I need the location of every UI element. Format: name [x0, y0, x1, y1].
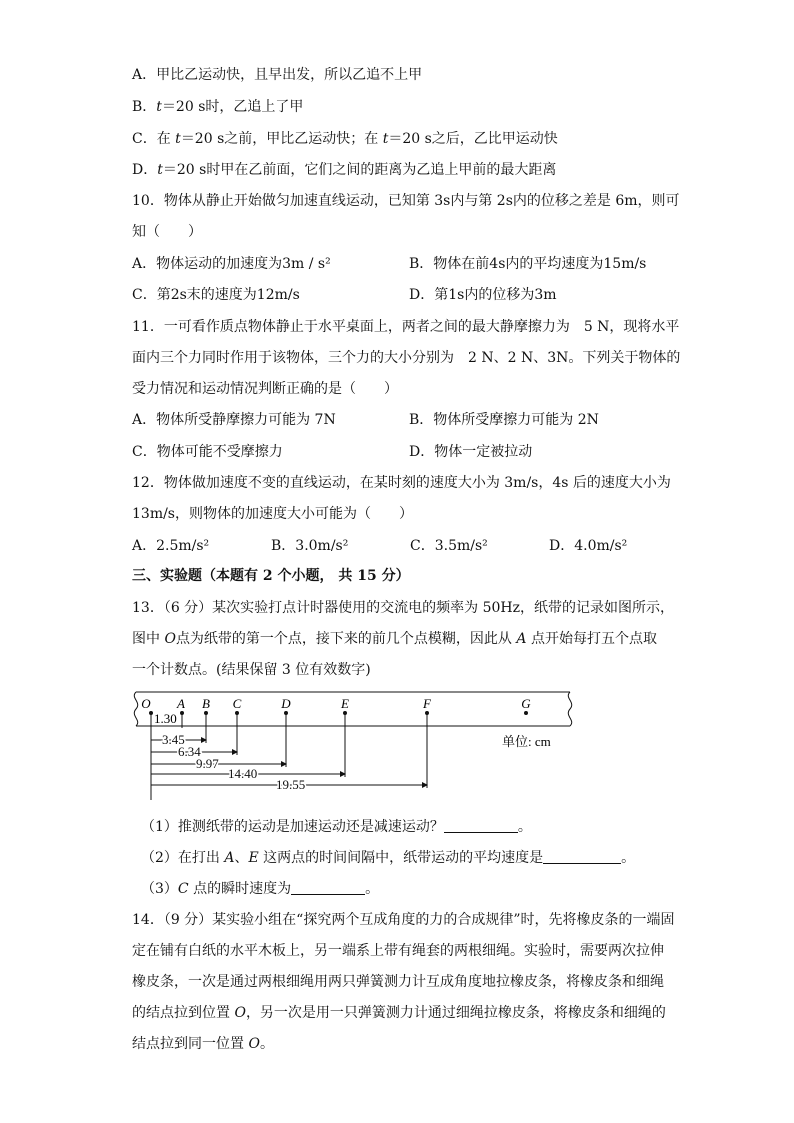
q13-sub2: （2）在打出 A、E 这两点的时间间隔中，纸带运动的平均速度是 。 — [141, 850, 636, 866]
answer-blank-1[interactable] — [444, 818, 518, 833]
q9-option-a: A．甲比乙运动快，且早出发，所以乙追不上甲 — [132, 67, 423, 83]
label-point-a: A — [177, 696, 185, 711]
q10-stem-line1: 10．物体从静止开始做匀加速直线运动，已知第 3s内与第 2s内的位移之差是 6m，则可 — [132, 193, 680, 209]
q9-option-c: C．在 t＝20 s之前，甲比乙运动快；在 t＝20 s之后，乙比甲运动快 — [132, 131, 558, 147]
q10-option-a: A．物体运动的加速度为3m / s² — [132, 256, 331, 272]
q14-line4: 的结点拉到位置 O，另一次是用一只弹簧测力计通过细绳拉橡皮条，将橡皮条和细绳的 — [132, 1005, 666, 1021]
distance-label-3: 6.34 — [178, 744, 201, 759]
q13-sub3: （3）C 点的瞬时速度为 。 — [141, 881, 380, 897]
distance-label-6: 19.55 — [276, 777, 306, 792]
q9-option-d: D．t＝20 s时甲在乙前面，它们之间的距离为乙追上甲前的最大距离 — [132, 162, 557, 178]
tape-left-wavy-edge — [134, 692, 137, 726]
label-point-e: E — [341, 696, 349, 711]
distance-label-2: 3.45 — [162, 732, 185, 747]
q13-stem-line2: 图中 O点为纸带的第一个点，接下来的前几个点模糊，因此从 A 点开始每打五个点取 — [132, 631, 657, 647]
q13-stem-line1: 13．（6 分）某次实验打点计时器使用的交流电的频率为 50Hz，纸带的记录如图所示， — [132, 600, 675, 616]
label-point-d: D — [281, 696, 291, 711]
q12-stem-line2: 13m/s，则物体的加速度大小可能为（ ） — [132, 506, 413, 522]
section-heading: 三、实验题（本题有 2 个小题， 共 15 分） — [132, 568, 410, 584]
q11-stem-line1: 11．一可看作质点物体静止于水平桌面上，两者之间的最大静摩擦力为 5 N，现将水平 — [132, 319, 680, 335]
answer-blank-2[interactable] — [543, 849, 621, 864]
q10-option-d: D．第1s内的位移为3m — [409, 287, 557, 303]
distance-label-5: 14.40 — [228, 766, 258, 781]
q13-sub1: （1）推测纸带的运动是加速运动还是减速运动？ 。 — [141, 819, 532, 835]
q11-stem-line2: 面内三个力同时作用于该物体，三个力的大小分别为 2 N、2 N、3N。下列关于物体的 — [132, 350, 681, 366]
label-point-c: C — [232, 696, 242, 711]
unit-label: 单位: cm — [502, 734, 551, 749]
q10-option-b: B．物体在前4s内的平均速度为15m/s — [409, 256, 647, 272]
q10-stem-line2: 知（ ） — [132, 224, 202, 240]
q11-stem-line3: 受力情况和运动情况判断正确的是（ ） — [132, 381, 398, 397]
q13-stem-line3: 一个计数点。(结果保留 3 位有效数字) — [132, 662, 371, 678]
distance-label-1: 1.30 — [154, 711, 177, 726]
q14-line2: 定在铺有白纸的水平木板上，另一端系上带有绳套的两根细绳。实验时，需要两次拉伸 — [132, 943, 664, 959]
q14-line5: 结点拉到同一位置 O。 — [132, 1036, 274, 1052]
q12-stem-line1: 12．物体做加速度不变的直线运动，在某时刻的速度大小为 3m/s，4s 后的速度大小为 — [132, 475, 671, 491]
q12-option-c: C．3.5m/s² — [410, 538, 488, 554]
label-point-f: F — [423, 696, 431, 711]
q12-option-d: D．4.0m/s² — [549, 538, 628, 554]
answer-blank-3[interactable] — [291, 880, 365, 895]
dot-g — [524, 711, 528, 715]
q9-option-b: B．t＝20 s时，乙追上了甲 — [132, 99, 304, 115]
q11-option-d: D．物体一定被拉动 — [409, 444, 533, 460]
q12-option-a: A．2.5m/s² — [132, 538, 210, 554]
distance-label-4: 9.97 — [196, 756, 219, 771]
q12-option-b: B．3.0m/s² — [271, 538, 349, 554]
label-point-g: G — [521, 696, 531, 711]
tape-right-wavy-edge — [568, 692, 571, 726]
paper-tape-figure — [118, 688, 588, 803]
q10-option-c: C．第2s末的速度为12m/s — [132, 287, 300, 303]
label-point-o: O — [141, 696, 151, 711]
q14-line3: 橡皮条，一次是通过两根细绳用两只弹簧测力计互成角度地拉橡皮条，将橡皮条和细绳 — [132, 974, 664, 990]
q11-option-a: A．物体所受静摩擦力可能为 7N — [132, 412, 336, 428]
q11-option-c: C．物体可能不受摩擦力 — [132, 444, 283, 460]
q11-option-b: B．物体所受摩擦力可能为 2N — [409, 412, 599, 428]
label-point-b: B — [202, 696, 210, 711]
q14-line1: 14．（9 分）某实验小组在“探究两个互成角度的力的合成规律”时，先将橡皮条的一端固 — [132, 912, 675, 928]
